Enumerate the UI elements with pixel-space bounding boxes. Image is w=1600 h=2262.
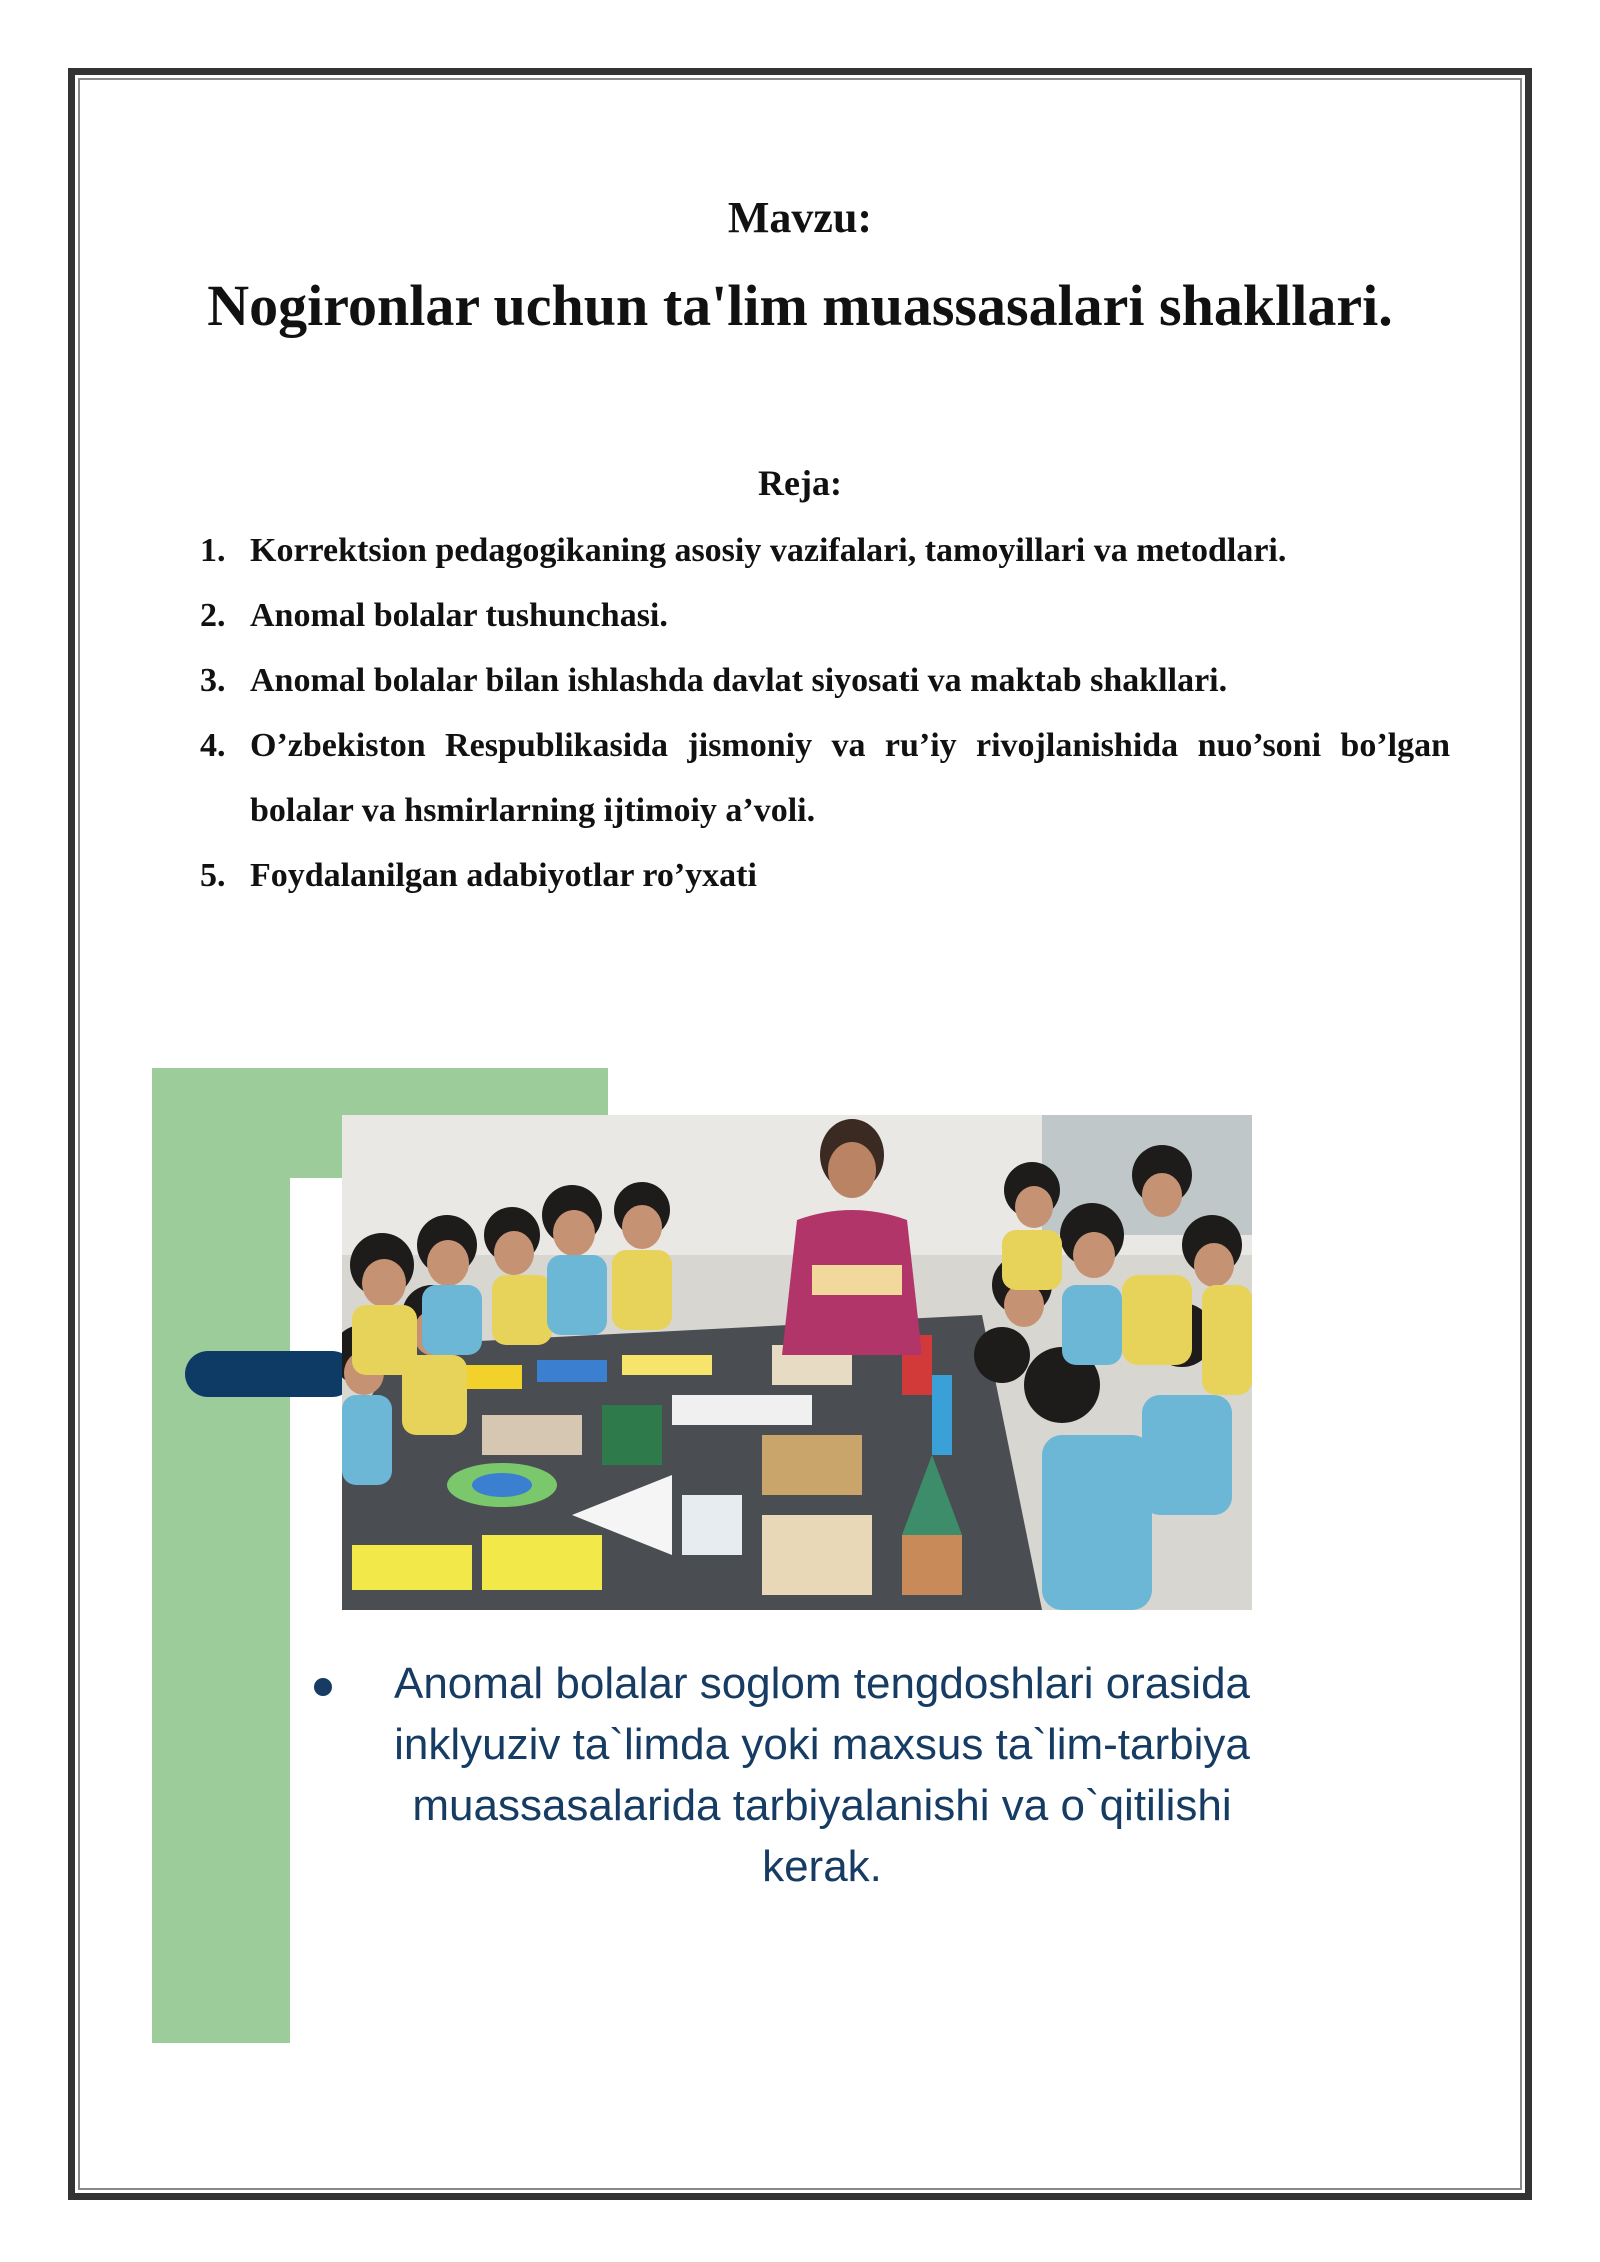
plan-item-number: 5. xyxy=(200,857,226,894)
slide-accent-strip xyxy=(260,1178,290,2043)
slide-bullet-text: Anomal bolalar soglom tengdoshlari orasida inklyuziv ta`limda yoki maxsus ta`lim-tarbiya muassasalarida tarbiyalanishi va o`qitilishi kerak. xyxy=(393,1659,1251,1891)
plan-item xyxy=(192,648,1450,713)
plan-item xyxy=(192,713,1450,843)
classroom-photo xyxy=(342,1115,1252,1610)
plan-item-text: Foydalanilgan adabiyotlar ro’yxati xyxy=(250,857,757,894)
plan-item xyxy=(192,583,1450,648)
plan-item-text: Anomal bolalar bilan ishlashda davlat siyosati va maktab shakllari. xyxy=(250,662,1228,699)
slide-navy-bar xyxy=(185,1351,355,1397)
slide-image xyxy=(152,1068,1352,2048)
plan-item-number: 1. xyxy=(200,532,226,569)
slide-accent-left xyxy=(152,1068,260,2043)
plan-item-number: 2. xyxy=(200,597,226,634)
plan-item-number: 3. xyxy=(200,662,226,699)
plan-list xyxy=(192,518,1450,908)
plan-heading: Reja: xyxy=(758,463,842,503)
plan-item-text: O’zbekiston Respublikasida jismoniy va ru’iy rivojlanishida nuo’soni bo’lgan bolalar va hsmirlarning ijtimoiy a’voli. xyxy=(250,727,1450,829)
plan-item-text: Anomal bolalar tushunchasi. xyxy=(250,597,668,634)
plan-item-text: Korrektsion pedagogikaning asosiy vazifalari, tamoyillari va metodlari. xyxy=(250,532,1287,569)
plan-item xyxy=(192,518,1450,583)
document-title: Nogironlar uchun ta'lim muassasalari shakllari. xyxy=(207,273,1393,338)
bullet-icon xyxy=(314,1678,332,1696)
plan-item-number: 4. xyxy=(200,727,226,764)
plan-item xyxy=(192,843,1450,908)
subject-label: Mavzu: xyxy=(727,193,873,242)
